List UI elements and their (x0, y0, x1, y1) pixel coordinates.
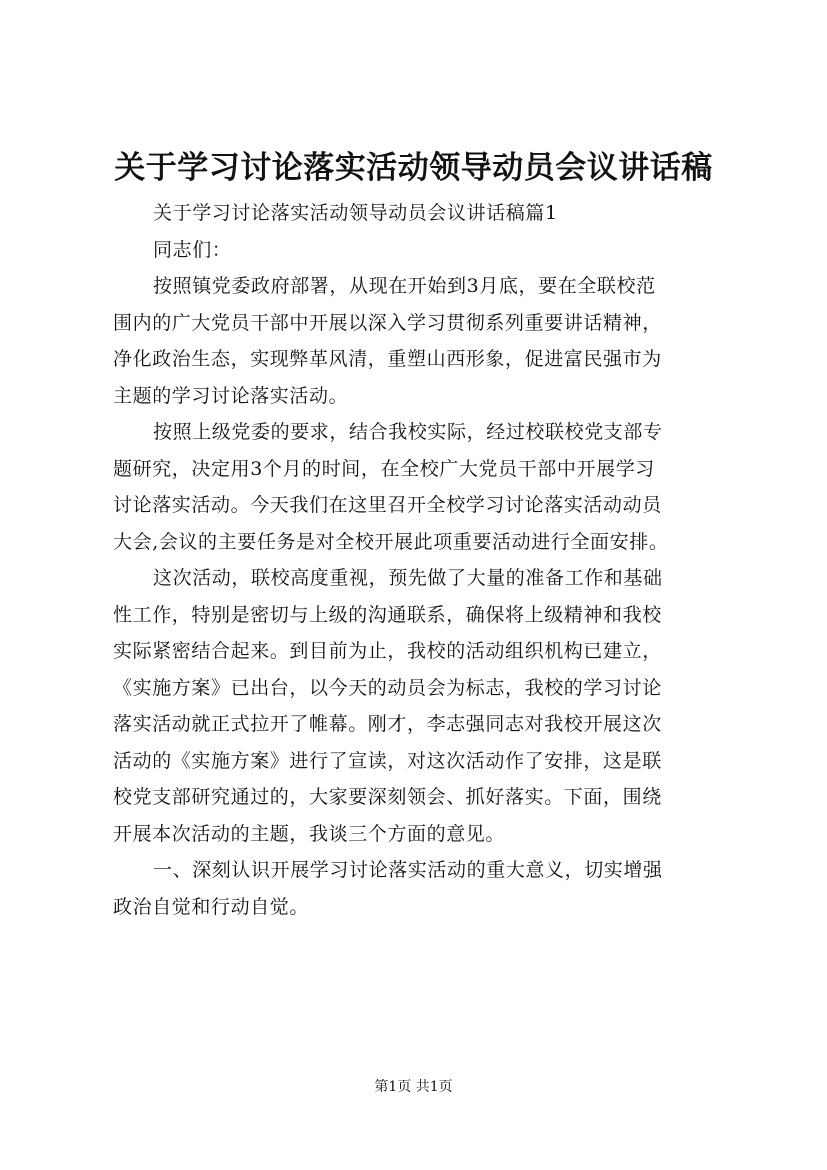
text-line: 关于学习讨论落实活动领导动员会议讲话稿篇1 (153, 202, 558, 224)
text-line: 实际紧密结合起来。到目前为止，我校的活动组织机构已建立， (113, 640, 662, 662)
text-line: 主题的学习讨论落实活动。 (113, 384, 349, 407)
text-line: 同志们： (153, 238, 232, 261)
text-line: 这次活动，联校高度重视，预先做了大量的准备工作和基础 (153, 567, 663, 589)
text-line: 活动的《实施方案》进行了宣读，对这次活动作了安排，这是联 (113, 749, 662, 772)
text-line: 开展本次活动的主题，我谈三个方面的意见。 (113, 822, 506, 845)
text-line: 净化政治生态，实现弊革风清，重塑山西形象，促进富民强市为 (113, 348, 662, 370)
text-line: 落实活动就正式拉开了帷幕。刚才，李志强同志对我校开展这次 (113, 713, 662, 735)
text-line: 按照上级党委的要求，结合我校实际，经过校联校党支部专 (153, 421, 663, 443)
text-line: 题研究，决定用3个月的时间，在全校广大党员干部中开展学习 (113, 457, 655, 480)
text-line: 校党支部研究通过的，大家要深刻领会、抓好落实。下面，围绕 (113, 786, 662, 808)
text-line: 围内的广大党员干部中开展以深入学习贯彻系列重要讲话精神， (113, 311, 662, 334)
document-body (113, 195, 733, 925)
text-line: 按照镇党委政府部署，从现在开始到3月底，要在全联校范 (153, 275, 656, 297)
document-title: 关于学习讨论落实活动领导动员会议讲话稿 (114, 150, 713, 186)
text-line: 政治自觉和行动自觉。 (113, 895, 310, 918)
page-footer: 第1页 共1页 (374, 1079, 453, 1095)
text-line: 性工作，特别是密切与上级的沟通联系，确保将上级精神和我校 (113, 603, 662, 626)
text-line: 大会,会议的主要任务是对全校开展此项重要活动进行全面安排。 (113, 530, 669, 553)
text-line: 讨论落实活动。今天我们在这里召开全校学习讨论落实活动动员 (113, 494, 662, 516)
text-line: 《实施方案》已出台，以今天的动员会为标志，我校的学习讨论 (113, 676, 662, 699)
text-line: 一、深刻认识开展学习讨论落实活动的重大意义，切实增强 (153, 859, 663, 881)
